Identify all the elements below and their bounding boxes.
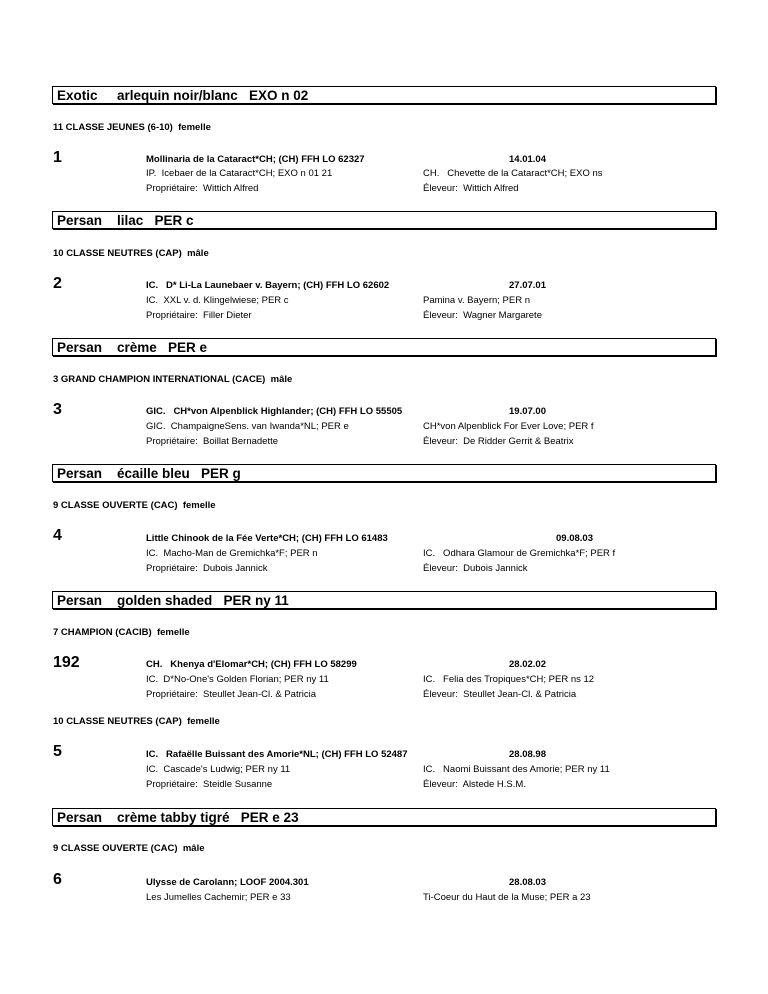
birth-date: 28.02.02 xyxy=(509,659,546,670)
breed-name: Persan xyxy=(57,593,103,608)
breed-color: crème tabby tigré PER e 23 xyxy=(117,810,299,825)
breed-header xyxy=(52,591,716,609)
breed-header xyxy=(52,86,716,104)
birth-date: 09.08.03 xyxy=(556,533,593,544)
cat-name: Ulysse de Carolann; LOOF 2004.301 xyxy=(146,877,309,888)
entry-number: 5 xyxy=(53,743,62,760)
entry-number: 192 xyxy=(53,654,80,671)
class-label: 9 CLASSE OUVERTE (CAC) femelle xyxy=(53,500,216,511)
dam: Pamina v. Bayern; PER n xyxy=(423,295,531,306)
class-label: 10 CLASSE NEUTRES (CAP) femelle xyxy=(53,716,220,727)
sire: IC. XXL v. d. Klingelwiese; PER c xyxy=(146,295,289,306)
birth-date: 28.08.03 xyxy=(509,877,546,888)
class-label: 9 CLASSE OUVERTE (CAC) mâle xyxy=(53,843,205,854)
dam: CH. Chevette de la Cataract*CH; EXO ns xyxy=(423,168,603,179)
breed-color: lilac PER c xyxy=(117,213,194,228)
breed-color: golden shaded PER ny 11 xyxy=(117,593,289,608)
owner: Propriétaire: Dubois Jannick xyxy=(146,563,268,574)
cat-name: Little Chinook de la Fée Verte*CH; (CH) FFH LO 61483 xyxy=(146,533,388,544)
entry-number: 2 xyxy=(53,275,62,292)
owner: Propriétaire: Steidle Susanne xyxy=(146,779,273,790)
owner: Propriétaire: Wittich Alfred xyxy=(146,183,259,194)
breeder: Éleveur: Wittich Alfred xyxy=(423,183,519,194)
breed-name: Persan xyxy=(57,466,103,481)
sire: GIC. ChampaigneSens. van Iwanda*NL; PER e xyxy=(146,421,349,432)
breeder: Éleveur: Wagner Margarete xyxy=(423,310,542,321)
birth-date: 27.07.01 xyxy=(509,280,546,291)
sire: IC. Cascade's Ludwig; PER ny 11 xyxy=(146,764,291,775)
dam: IC. Felia des Tropiques*CH; PER ns 12 xyxy=(423,674,595,685)
sire: IC. Macho-Man de Gremichka*F; PER n xyxy=(146,548,318,559)
birth-date: 19.07.00 xyxy=(509,406,546,417)
sire: Les Jumelles Cachemir; PER e 33 xyxy=(146,892,291,903)
breed-color: écaille bleu PER g xyxy=(117,466,241,481)
class-label: 11 CLASSE JEUNES (6-10) femelle xyxy=(53,122,211,133)
cat-name: Mollinaria de la Cataract*CH; (CH) FFH LO 62327 xyxy=(146,154,365,165)
class-label: 7 CHAMPION (CACIB) femelle xyxy=(53,627,190,638)
dam: Ti-Coeur du Haut de la Muse; PER a 23 xyxy=(423,892,591,903)
class-label: 3 GRAND CHAMPION INTERNATIONAL (CACE) mâle xyxy=(53,374,293,385)
breed-header xyxy=(52,808,716,826)
owner: Propriétaire: Boillat Bernadette xyxy=(146,436,279,447)
entry-number: 6 xyxy=(53,871,62,888)
dam: IC. Odhara Glamour de Gremichka*F; PER f xyxy=(423,548,616,559)
breed-name: Persan xyxy=(57,340,103,355)
breed-name: Persan xyxy=(57,213,103,228)
class-label: 10 CLASSE NEUTRES (CAP) mâle xyxy=(53,248,209,259)
cat-name: CH. Khenya d'Elomar*CH; (CH) FFH LO 58299 xyxy=(146,659,357,670)
sire: IC. D*No-One's Golden Florian; PER ny 11 xyxy=(146,674,329,685)
breeder: Éleveur: Steullet Jean-Cl. & Patricia xyxy=(423,689,577,700)
cat-name: IC. Rafaëlle Buissant des Amorie*NL; (CH) FFH LO 52487 xyxy=(146,749,408,760)
dam: IC. Naomi Buissant des Amorie; PER ny 11 xyxy=(423,764,610,775)
sire: IP. Icebaer de la Cataract*CH; EXO n 01 21 xyxy=(146,168,333,179)
breed-header xyxy=(52,464,716,482)
cat-name: GIC. CH*von Alpenblick Highlander; (CH) FFH LO 55505 xyxy=(146,406,403,417)
birth-date: 14.01.04 xyxy=(509,154,546,165)
cat-name: IC. D* Li-La Launebaer v. Bayern; (CH) FFH LO 62602 xyxy=(146,280,390,291)
dam: CH*von Alpenblick For Ever Love; PER f xyxy=(423,421,594,432)
owner: Propriétaire: Filler Dieter xyxy=(146,310,252,321)
entry-number: 4 xyxy=(53,527,62,544)
entry-number: 3 xyxy=(53,401,62,418)
breed-name: Exotic xyxy=(57,88,98,103)
breeder: Éleveur: Alstede H.S.M. xyxy=(423,779,526,790)
breeder: Éleveur: Dubois Jannick xyxy=(423,563,528,574)
entry-number: 1 xyxy=(53,149,62,166)
birth-date: 28.08.98 xyxy=(509,749,546,760)
breed-name: Persan xyxy=(57,810,103,825)
breeder: Éleveur: De Ridder Gerrit & Beatrix xyxy=(423,436,574,447)
owner: Propriétaire: Steullet Jean-Cl. & Patricia xyxy=(146,689,317,700)
breed-header xyxy=(52,338,716,356)
breed-color: crème PER e xyxy=(117,340,208,355)
breed-header xyxy=(52,211,716,229)
breed-color: arlequin noir/blanc EXO n 02 xyxy=(117,88,309,103)
